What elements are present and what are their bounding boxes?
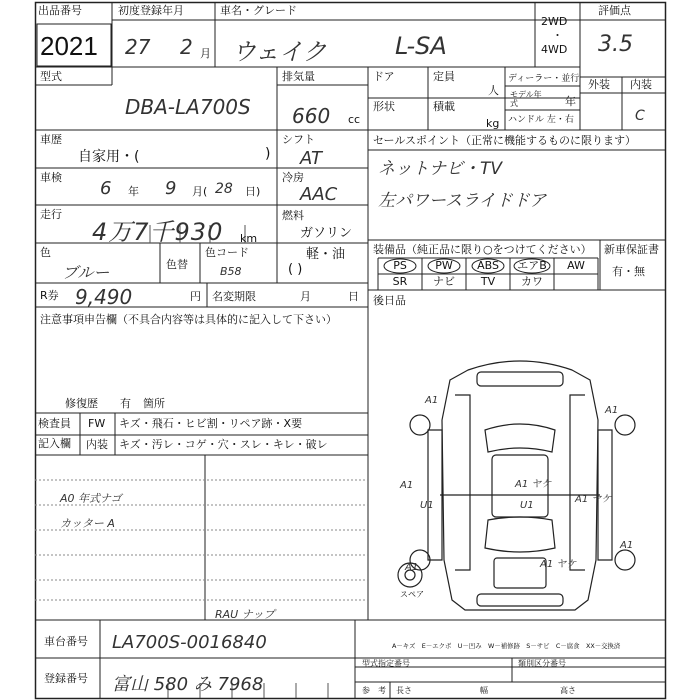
lot-number: 2021 — [40, 31, 98, 61]
equip-leather: カワ — [521, 275, 543, 288]
inspector-note-1: A0 年式ナゴ — [60, 492, 122, 505]
sales-title: セールスポイント（正常に機能するものに限ります） — [373, 134, 637, 147]
damage-annotation: A1 — [425, 395, 439, 406]
equip-abs: ABS — [477, 259, 499, 272]
equip-navi: ナビ — [433, 275, 455, 288]
drive-dot: ・ — [552, 29, 563, 42]
spare-label: スペア — [400, 590, 424, 599]
insp-year-unit: 年 — [128, 185, 139, 198]
equip-aw: AW — [567, 259, 585, 272]
capacity-unit: 人 — [488, 84, 499, 97]
reg-year: 27 — [125, 35, 151, 59]
eval-label: 評価点 — [598, 4, 631, 17]
inspector-note-2: カッター A — [60, 517, 115, 530]
type-label: 型式 — [40, 70, 62, 83]
length-label: 長さ — [396, 686, 412, 695]
sales-line2: 左パワースライドドア — [378, 191, 547, 211]
int-grade: C — [635, 108, 645, 124]
reg-month: 2 — [180, 35, 193, 59]
recycle-value: 9,490 — [75, 285, 133, 309]
load-unit: kg — [486, 117, 500, 130]
first-reg-label: 初度登録年月 — [118, 4, 184, 17]
sales-line1: ネットナビ・TV — [378, 159, 503, 179]
insp-day: 28 — [215, 181, 233, 197]
equip-tv: TV — [480, 275, 496, 288]
plate-value: 富山 580 み 7968 — [112, 674, 264, 695]
damage-annotation: A1 — [605, 405, 619, 416]
eval-score: 3.5 — [598, 32, 633, 57]
year-unit: 年 — [565, 95, 576, 108]
ac-label: 冷房 — [282, 171, 304, 184]
equip-ps: PS — [393, 259, 407, 272]
model-year-label: モデル年式 — [510, 90, 542, 108]
model-type: DBA-LA700S — [125, 95, 251, 119]
km-unit: km — [240, 232, 258, 245]
mileage-value: 4万7千930 — [92, 218, 224, 246]
fw-text: キズ・飛石・ヒビ割・リペア跡・X要 — [119, 417, 303, 430]
color-code-label: 色コード — [205, 246, 249, 259]
color-label: 色 — [40, 246, 51, 259]
load-label: 積載 — [433, 100, 455, 113]
yen-unit: 円 — [190, 290, 201, 303]
repair-place: 箇所 — [143, 397, 165, 410]
inspector-label-1: 検査員 — [38, 417, 71, 430]
int-inspect-label: 内装 — [86, 438, 108, 451]
insp-day-unit: 日) — [245, 185, 261, 198]
drive-2wd: 2WD — [541, 15, 568, 28]
damage-annotation: A1 ヤケ — [515, 479, 552, 490]
history-label: 車歴 — [40, 133, 62, 146]
classification-label: 類別区分番号 — [518, 659, 566, 668]
damage-legend: A－キズ E－エクボ U－凹み W－補修跡 S－サビ C－腐食 XX－交換済 — [392, 642, 621, 650]
nc-month-unit: 月 — [300, 290, 311, 303]
month-unit: 月 — [200, 47, 211, 60]
equip-airbag: エアB — [517, 259, 547, 272]
damage-annotation: U1 — [420, 500, 434, 511]
ext-label: 外装 — [588, 78, 610, 91]
name-grade-label: 車名・グレード — [220, 4, 297, 17]
shift-value: AT — [300, 148, 322, 169]
fuel-gasoline: ガソリン — [300, 226, 353, 241]
lot-label: 出品番号 — [38, 4, 82, 17]
grade: L-SA — [395, 32, 447, 60]
plate-label: 登録番号 — [44, 672, 88, 685]
color-value: ブルー — [62, 263, 110, 282]
ref-label: 参 考 — [362, 686, 386, 695]
damage-annotation: U1 — [520, 500, 534, 511]
handle-label: ハンドル 左・右 — [508, 115, 574, 125]
fuel-paren: ( ) — [288, 262, 303, 277]
shape-label: 形状 — [373, 100, 395, 113]
displacement-label: 排気量 — [282, 70, 315, 83]
int-inspect-text: キズ・汚レ・コゲ・穴・スレ・キレ・破レ — [119, 438, 328, 451]
insp-year: 6 — [100, 178, 112, 199]
warranty-value: 有・無 — [612, 265, 645, 278]
inspection-label: 車検 — [40, 171, 62, 184]
inspector-label-2: 記入欄 — [38, 437, 71, 450]
cc-unit: cc — [348, 113, 361, 126]
history-close: ) — [265, 146, 271, 162]
damage-annotation: A1 — [620, 540, 634, 551]
shift-label: シフト — [282, 133, 315, 146]
chassis-value: LA700S-0016840 — [112, 632, 267, 653]
rear-seat-label: 後日品 — [373, 294, 406, 307]
nc-day-unit: 日 — [348, 290, 359, 303]
fuel-diesel: 軽・油 — [306, 247, 346, 262]
displacement: 660 — [292, 104, 331, 128]
insp-month: 9 — [165, 178, 177, 199]
door-label: ドア — [373, 70, 395, 83]
repair-value: 有 — [120, 397, 131, 410]
fw-label: FW — [88, 417, 106, 430]
recycle-label: R券 — [40, 289, 59, 302]
int-label: 内装 — [630, 78, 652, 91]
color-change-label: 色替 — [166, 258, 188, 271]
damage-annotation: A1 — [405, 562, 419, 573]
width-label: 幅 — [480, 686, 488, 695]
height-label: 高さ — [560, 686, 576, 695]
equip-sr: SR — [392, 275, 408, 288]
damage-annotation: A1 ヤケ — [575, 494, 612, 505]
equip-pw: PW — [435, 259, 453, 272]
capacity-label: 定員 — [433, 70, 455, 83]
repair-label: 修復歴 — [65, 397, 98, 410]
chassis-label: 車台番号 — [44, 635, 88, 648]
equipment-title: 装備品（純正品に限り○をつけてください） — [373, 243, 592, 256]
notes-label: 注意事項申告欄（不具合内容等は具体的に記入して下さい） — [40, 313, 337, 326]
name-change-label: 名変期限 — [212, 290, 256, 303]
mileage-label: 走行 — [40, 208, 62, 221]
car-name: ウェイク — [232, 38, 327, 66]
fuel-label: 燃料 — [282, 209, 304, 222]
damage-annotation: A1 — [400, 480, 414, 491]
insp-month-unit: 月( — [192, 185, 208, 198]
color-code-value: B58 — [220, 265, 242, 278]
inspector-note-3: RAU ナップ — [215, 608, 275, 621]
type-designation-label: 型式指定番号 — [362, 659, 410, 668]
drive-4wd: 4WD — [541, 43, 568, 56]
damage-annotation: A1 ヤケ — [540, 559, 577, 570]
dealer-label: ディーラー・並行 — [508, 74, 580, 84]
ac-value: AAC — [300, 184, 338, 205]
history-value: 自家用・( — [78, 149, 140, 165]
warranty-title: 新車保証書 — [604, 243, 659, 256]
